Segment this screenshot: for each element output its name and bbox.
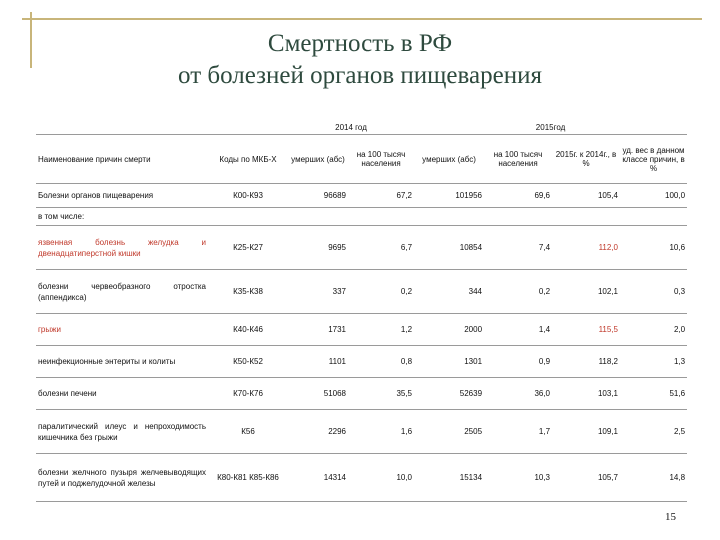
header-deaths-2015: умерших (абс) <box>414 135 484 184</box>
header-rate-2015: на 100 тысяч населения <box>484 135 552 184</box>
mortality-table <box>36 120 687 502</box>
table-row: язвенная болезнь желудка и двенадцатиперстной кишки К25-К27 9695 6,7 10854 7,4 112,0 10,6 <box>36 226 687 270</box>
header-share: уд. вес в данном классе причин, в % <box>620 135 687 184</box>
decorative-top-line <box>22 18 702 20</box>
header-cause-name: Наименование причин смерти <box>36 135 208 184</box>
header-year-2015: 2015год <box>414 120 687 135</box>
slide-title-line2: от болезней органов пищеварения <box>178 62 542 89</box>
table-row: болезни червеобразного отростка (аппендикса) К35-К38 337 0,2 344 0,2 102,1 0,3 <box>36 270 687 314</box>
header-icd-codes: Коды по МКБ-Х <box>208 135 288 184</box>
slide-title-line1: Смертность в РФ <box>267 30 453 57</box>
subheading-including: в том числе: <box>36 208 687 226</box>
header-rate-2014: на 100 тысяч населения <box>348 135 414 184</box>
table-row: болезни желчного пузыря желчевыводящих путей и поджелудочной железы К80-К81 К85-К86 14314 10,0 15134 10,3 105,7 14,8 <box>36 454 687 502</box>
header-year-2014: 2014 год <box>288 120 414 135</box>
table-row: Болезни органов пищеварения К00-К93 96689 67,2 101956 69,6 105,4 100,0 <box>36 184 687 208</box>
table-row: грыжи К40-К46 1731 1,2 2000 1,4 115,5 2,0 <box>36 314 687 346</box>
table-row: паралитический илеус и непроходимость кишечника без грыжи К56 2296 1,6 2505 1,7 109,1 2,5 <box>36 410 687 454</box>
header-ratio: 2015г. к 2014г., в % <box>552 135 620 184</box>
header-deaths-2014: умерших (абс) <box>288 135 348 184</box>
table-subheading-row <box>36 208 687 226</box>
table-row: неинфекционные энтериты и колиты К50-К52 1101 0,8 1301 0,9 118,2 1,3 <box>36 346 687 378</box>
page-number: 15 <box>665 511 676 523</box>
table-row: болезни печени К70-К76 51068 35,5 52639 36,0 103,1 51,6 <box>36 378 687 410</box>
